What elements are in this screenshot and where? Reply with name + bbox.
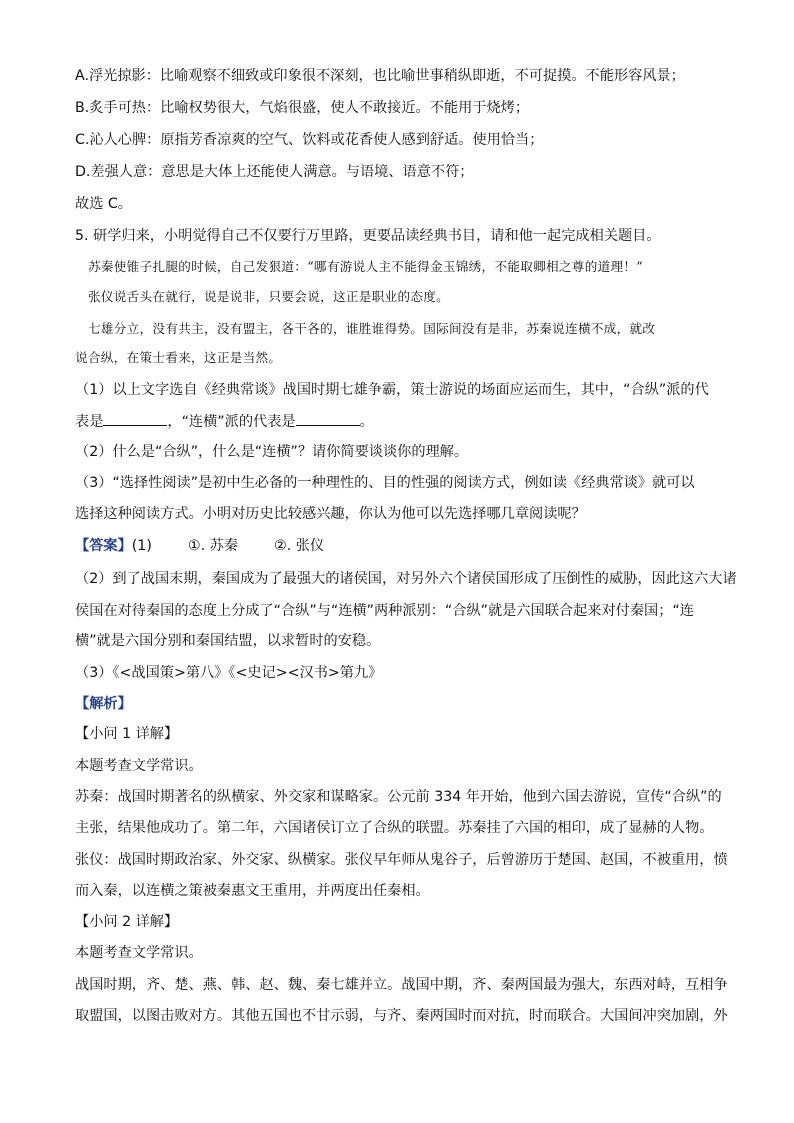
answer-1-item-2: . 张仪	[286, 538, 325, 554]
quote-line-2: 张仪说舌头在就行，说是说非，只要会说，这正是职业的态度。	[88, 289, 450, 304]
sub-question-1a: （1）以上文字选自《经典常谈》战国时期七雄争霸，策士游说的场面应运而生，其中，“合纵”派的代	[75, 382, 709, 398]
quote-line-1: 苏秦使锥子扎腿的时候，自己发狠道：“哪有游说人主不能得金玉锦绣，不能取卿相之尊的道理！”	[88, 259, 644, 274]
analysis-tag: 【解析】	[75, 696, 132, 712]
answer-line-1	[75, 536, 734, 556]
option-c: C.沁人心脾：原指芳香凉爽的空气、饮料或花香使人感到舒适。使用恰当；	[75, 132, 544, 148]
sub-question-3a: （3）“选择性阅读”是初中生必备的一种理性的、目的性强的阅读方式，例如读《经典常谈》就可以	[75, 475, 695, 491]
sub-question-1-heading: 【小问 1 详解】	[75, 726, 179, 742]
sub-question-3b: 选择这种阅读方式。小明对历史比较感兴趣，你认为他可以先选择哪几章阅读呢？	[75, 506, 586, 522]
sub-question-1b	[75, 411, 734, 432]
option-b: B.炙手可热：比喻权势很大，气焰很盛，使人不敢接近。不能用于烧烤；	[75, 100, 530, 116]
answer-2b: 侯国在对待秦国的态度上分成了“合纵”与“连横”两种派别：“合纵”就是六国联合起来对付秦国；“连	[75, 603, 694, 619]
answer-1-prefix: (1)	[131, 538, 152, 554]
zhang-yi-line-a: 张仪：战国时期政治家、外交家、纵横家。张仪早年师从鬼谷子，后曾游历于楚国、赵国，不被重用，愤	[75, 852, 728, 868]
answer-choice: 故选 C。	[75, 196, 132, 212]
answer-tag: 【答案】	[75, 538, 132, 554]
su-qin-line-b: 主张，结果他成功了。第二年，六国诸侯订立了合纵的联盟。苏秦挂了六国的相印，成了显赫的人物。	[75, 820, 714, 836]
circled-number-2: ②	[274, 538, 287, 554]
sub-question-2-heading: 【小问 2 详解】	[75, 914, 179, 930]
circled-number-1: ①	[187, 538, 201, 554]
option-d: D.差强人意：意思是大体上还能使人满意。与语境、语意不符；	[75, 164, 474, 180]
quote-line-3a: 七雄分立，没有共主，没有盟主，各干各的，谁胜谁得势。国际间没有是非，苏秦说连横不成，就改	[88, 321, 656, 336]
analysis-1-line: 本题考查文学常识。	[75, 758, 203, 774]
analysis-2-line: 本题考查文学常识。	[75, 945, 203, 961]
answer-blank-2[interactable]	[296, 411, 360, 426]
warring-states-line-b: 取盟国，以图击败对方。其他五国也不甘示弱，与齐、秦两国时而对抗，时而联合。大国间冲突加剧，外	[75, 1008, 728, 1024]
option-a: A.浮光掠影：比喻观察不细致或印象很不深刻，也比喻世事稍纵即逝，不可捉摸。不能形容风景；	[75, 68, 685, 84]
question-5-stem: 5. 研学归来，小明觉得自己不仅要行万里路，更要品读经典书目，请和他一起完成相关题目。	[75, 228, 661, 244]
warring-states-line-a: 战国时期，齐、楚、燕、韩、赵、魏、秦七雄并立。战国中期，齐、秦两国最为强大，东西对峙，互相争	[75, 977, 728, 993]
sub-question-1b-mid: ，“连横”派的代表是	[167, 414, 296, 430]
su-qin-line-a: 苏秦：战国时期著名的纵横家、外交家和谋略家。公元前 334 年开始，他到六国去游说，宣传“合纵”的	[75, 789, 722, 805]
answer-1-item-1: . 苏秦	[200, 538, 239, 554]
quote-line-3b: 说合纵，在策士看来，这正是当然。	[75, 350, 282, 365]
answer-3: （3）《<战国策>第八》《<史记><汉书>第九》	[75, 665, 383, 681]
sub-question-1b-pre: 表是	[75, 414, 104, 430]
zhang-yi-line-b: 而入秦，以连横之策被秦惠文王重用，并两度出任秦相。	[75, 883, 430, 899]
sub-question-1b-end: 。	[359, 414, 374, 430]
sub-question-2: （2）什么是“合纵”，什么是“连横”？请你简要谈谈你的理解。	[75, 444, 469, 460]
answer-2c: 横”就是六国分别和秦国结盟，以求暂时的安稳。	[75, 633, 381, 649]
answer-2a: （2）到了战国末期，秦国成为了最强大的诸侯国，对另外六个诸侯国形成了压倒性的威胁，因此这六大诸	[75, 571, 737, 587]
answer-blank-1[interactable]	[103, 411, 167, 426]
